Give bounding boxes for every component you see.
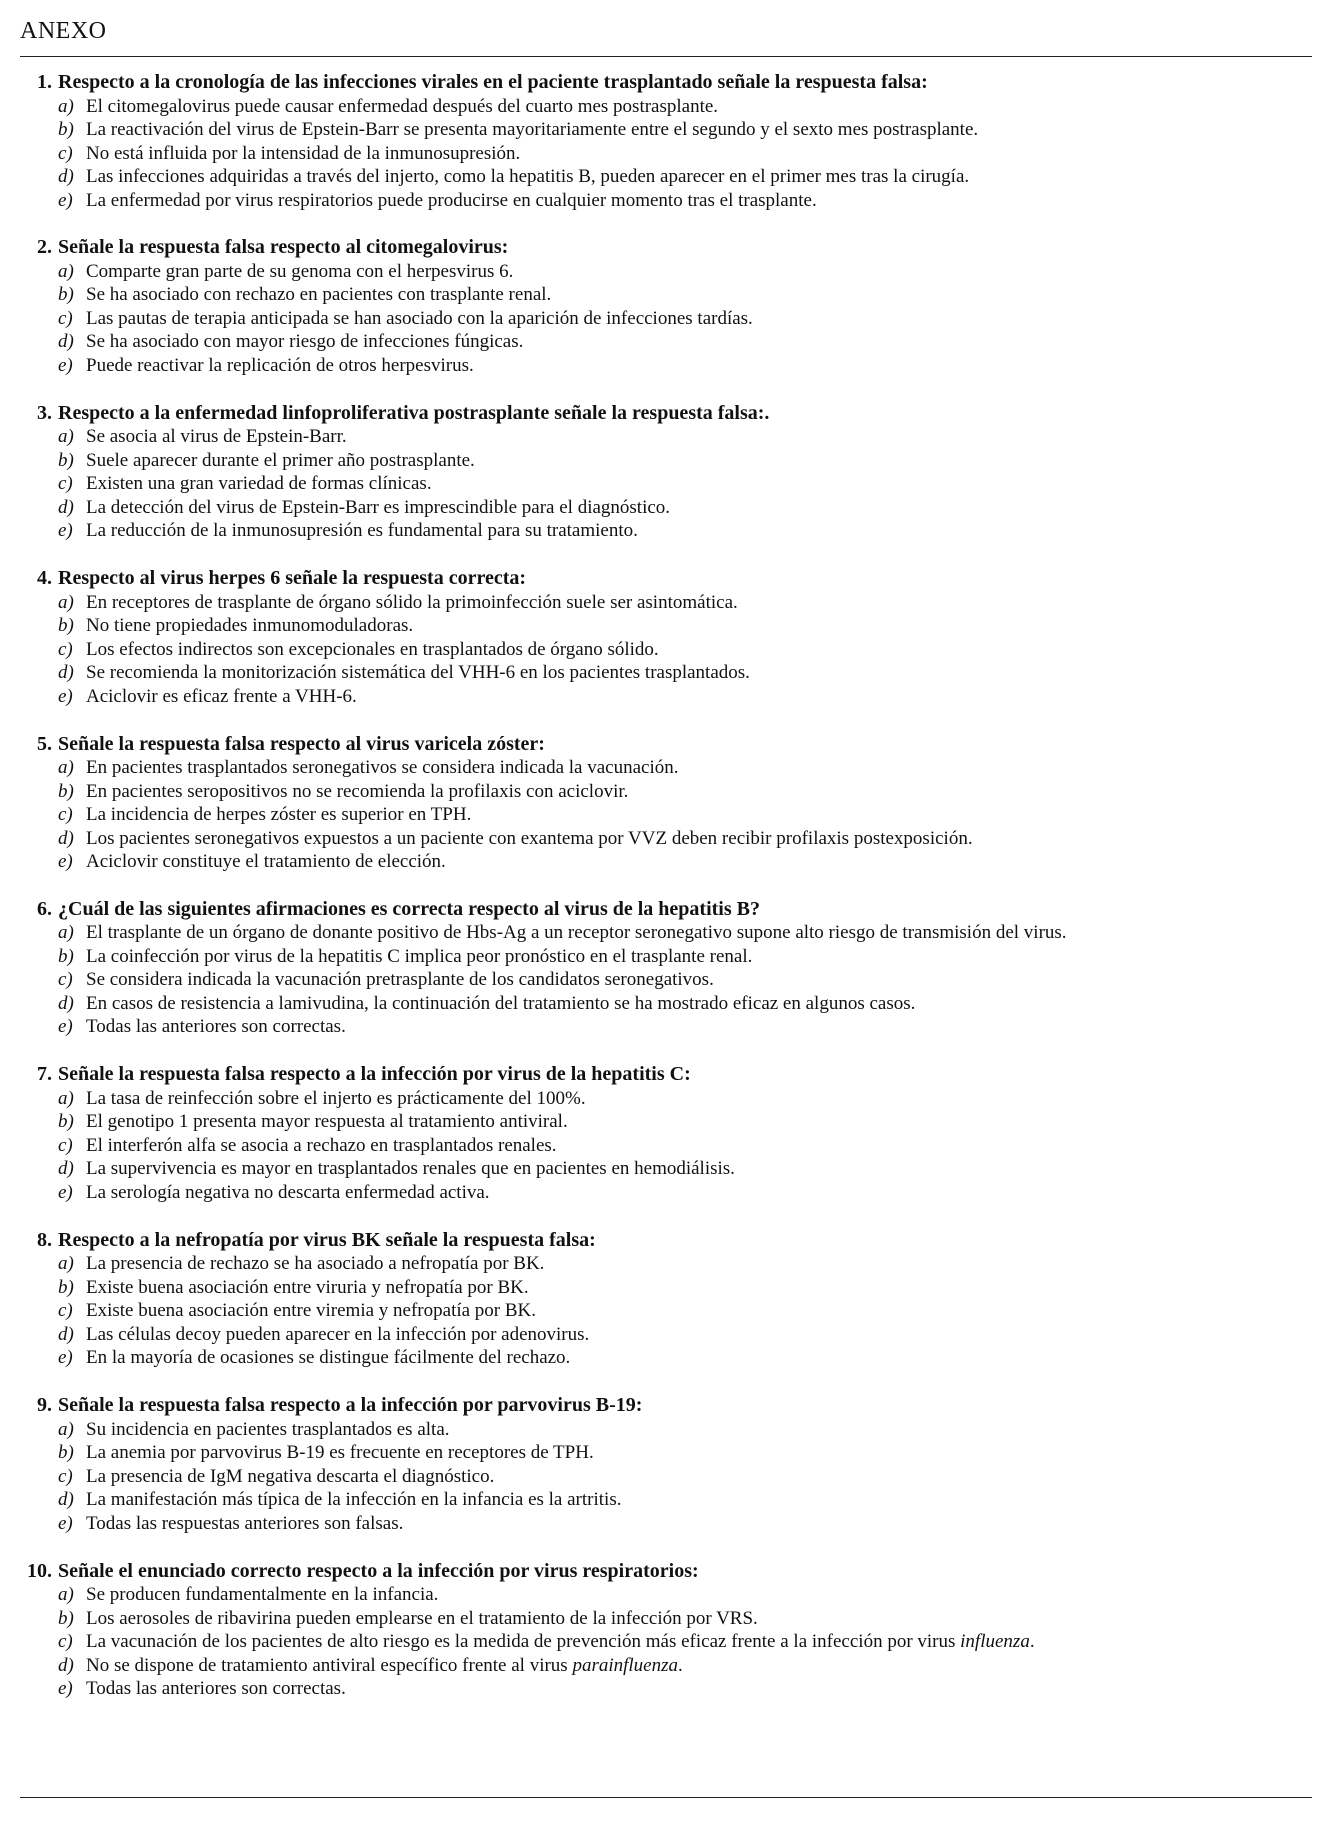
question-title	[18, 1229, 1318, 1253]
option-text-wrap	[86, 519, 1286, 543]
option-letter: d)	[58, 496, 74, 518]
answer-option	[58, 1630, 1318, 1654]
question-item	[18, 898, 1318, 1039]
option-text-wrap	[86, 1630, 1286, 1654]
option-text: El genotipo 1 presenta mayor respuesta al tratamiento antiviral.	[86, 1111, 568, 1133]
option-letter: c)	[58, 969, 73, 991]
option-text-wrap	[86, 1252, 1286, 1276]
option-letter: a)	[58, 591, 74, 613]
answer-option	[58, 354, 1318, 378]
page-header-title: ANEXO	[20, 18, 107, 44]
option-text: El citomegalovirus puede causar enfermedad después del cuarto mes postrasplante.	[86, 95, 719, 117]
option-letter: a)	[58, 1584, 74, 1606]
option-letter: c)	[58, 638, 73, 660]
option-letter: a)	[58, 1418, 74, 1440]
answer-option	[58, 496, 1318, 520]
option-text: Existe buena asociación entre viruria y nefropatía por BK.	[86, 1276, 529, 1298]
option-letter: d)	[58, 166, 74, 187]
option-text: La tasa de reinfección sobre el injerto es prácticamente del 100%.	[86, 1087, 586, 1109]
option-letter: e)	[58, 851, 73, 873]
answer-option	[58, 614, 1318, 638]
option-text: En casos de resistencia a lamivudina, la continuación del tratamiento se ha mostrado eficaz en algunos casos.	[86, 992, 916, 1014]
question-title	[18, 1063, 1318, 1087]
option-text: No tiene propiedades inmunomoduladoras.	[86, 615, 414, 637]
option-text-wrap	[86, 850, 1286, 874]
option-text: Se ha asociado con mayor riesgo de infecciones fúngicas.	[86, 331, 524, 353]
option-text-wrap	[86, 992, 1286, 1016]
option-letter: d)	[58, 1158, 74, 1180]
question-text: Señale la respuesta falsa respecto a la infección por parvovirus B-19:	[58, 1394, 643, 1417]
option-text-wrap	[86, 756, 1286, 780]
option-text-wrap	[86, 780, 1286, 804]
option-text-wrap	[86, 1512, 1286, 1536]
question-number: 10.	[27, 1559, 52, 1582]
option-text-wrap	[86, 330, 1286, 354]
option-text-wrap	[86, 1134, 1286, 1158]
question-number: 9.	[37, 1394, 52, 1417]
option-letter: c)	[58, 804, 73, 826]
option-letter: b)	[58, 615, 74, 637]
option-italic-term: influenza	[960, 1631, 1030, 1653]
option-text: Los aerosoles de ribavirina pueden emplearse en el tratamiento de la infección por VRS.	[86, 1607, 758, 1629]
answer-option	[58, 1441, 1318, 1465]
option-text: Las pautas de terapia anticipada se han asociado con la aparición de infecciones tardías.	[86, 307, 753, 329]
option-text-wrap	[86, 449, 1286, 473]
option-text: En pacientes seropositivos no se recomienda la profilaxis con aciclovir.	[86, 780, 629, 802]
answer-option	[58, 685, 1318, 709]
option-text-wrap	[86, 1323, 1286, 1347]
option-letter: a)	[58, 1087, 74, 1109]
option-letter: e)	[58, 354, 73, 376]
answer-option	[58, 330, 1318, 354]
option-text: La presencia de rechazo se ha asociado a nefropatía por BK.	[86, 1253, 545, 1275]
option-letter: e)	[58, 1678, 73, 1700]
answer-option	[58, 850, 1318, 874]
option-letter: d)	[58, 662, 74, 684]
answer-option	[58, 1677, 1318, 1701]
option-text: La supervivencia es mayor en trasplantados renales que en pacientes en hemodiálisis.	[86, 1158, 735, 1180]
option-letter: d)	[58, 827, 74, 849]
option-text: Se asocia al virus de Epstein-Barr.	[86, 426, 347, 448]
question-number: 5.	[37, 732, 52, 755]
question-item	[18, 236, 1318, 377]
question-text: Señale la respuesta falsa respecto al virus varicela zóster:	[58, 732, 545, 755]
option-text: Suele aparecer durante el primer año postrasplante.	[86, 449, 475, 471]
option-text-wrap	[86, 1654, 1286, 1678]
answer-option	[58, 591, 1318, 615]
option-text-wrap	[86, 472, 1286, 496]
option-text-wrap	[86, 260, 1286, 284]
question-title	[18, 898, 1318, 922]
option-letter: c)	[58, 1631, 73, 1653]
answer-option	[58, 95, 1318, 119]
question-title	[18, 71, 1318, 95]
answer-option	[58, 1418, 1318, 1442]
answer-options	[18, 591, 1318, 709]
option-text: Se considera indicada la vacunación pretrasplante de los candidatos seronegativos.	[86, 969, 714, 991]
option-letter: c)	[58, 142, 73, 164]
option-letter: c)	[58, 1465, 73, 1487]
option-text: Todas las anteriores son correctas.	[86, 1678, 346, 1700]
option-text: Todas las respuestas anteriores son falsas.	[86, 1512, 404, 1534]
answer-option	[58, 118, 1318, 142]
option-letter: a)	[58, 260, 74, 282]
question-text: ¿Cuál de las siguientes afirmaciones es correcta respecto al virus de la hepatitis B?	[58, 897, 760, 920]
option-text-wrap	[86, 685, 1286, 709]
option-text-wrap	[86, 142, 1286, 166]
option-text-wrap	[86, 968, 1286, 992]
option-letter: e)	[58, 1512, 73, 1534]
question-title	[18, 733, 1318, 757]
option-text-wrap	[86, 1418, 1286, 1442]
option-text: Todas las anteriores son correctas.	[86, 1016, 346, 1038]
option-text: Se recomienda la monitorización sistemática del VHH-6 en los pacientes trasplantados.	[86, 662, 750, 684]
option-letter: c)	[58, 307, 73, 329]
option-letter: e)	[58, 520, 73, 542]
option-letter: b)	[58, 449, 74, 471]
option-text: La serología negativa no descarta enfermedad activa.	[86, 1181, 490, 1203]
answer-option	[58, 1465, 1318, 1489]
answer-option	[58, 519, 1318, 543]
answer-options	[18, 1418, 1318, 1536]
answer-option	[58, 638, 1318, 662]
option-text-suffix: .	[1029, 1631, 1035, 1653]
answer-option	[58, 1346, 1318, 1370]
question-number: 7.	[37, 1063, 52, 1086]
option-text-wrap	[86, 1465, 1286, 1489]
question-title	[18, 236, 1318, 260]
answer-options	[18, 1252, 1318, 1370]
answer-option	[58, 425, 1318, 449]
answer-options	[18, 95, 1318, 213]
answer-option	[58, 1488, 1318, 1512]
option-text: En pacientes trasplantados seronegativos se considera indicada la vacunación.	[86, 757, 679, 779]
option-letter: a)	[58, 95, 74, 117]
answer-option	[58, 1323, 1318, 1347]
answer-option	[58, 780, 1318, 804]
answer-options	[18, 921, 1318, 1039]
question-item	[18, 1560, 1318, 1701]
option-letter: d)	[58, 992, 74, 1014]
option-letter: e)	[58, 189, 73, 211]
option-text-wrap	[86, 614, 1286, 638]
option-text-wrap	[86, 165, 1286, 189]
answer-option	[58, 661, 1318, 685]
footer-divider	[20, 1797, 1312, 1798]
answer-option	[58, 1583, 1318, 1607]
option-text-wrap	[86, 189, 1286, 213]
option-text: En la mayoría de ocasiones se distingue fácilmente del rechazo.	[86, 1347, 571, 1369]
option-letter: e)	[58, 1016, 73, 1038]
question-item	[18, 71, 1318, 212]
option-text: Los efectos indirectos son excepcionales en trasplantados de órgano sólido.	[86, 638, 659, 660]
option-text-wrap	[86, 591, 1286, 615]
answer-option	[58, 1512, 1318, 1536]
option-text: En receptores de trasplante de órgano sólido la primoinfección suele ser asintomática.	[86, 591, 738, 613]
answer-option	[58, 283, 1318, 307]
option-text-wrap	[86, 1087, 1286, 1111]
option-letter: c)	[58, 1300, 73, 1322]
answer-option	[58, 921, 1318, 945]
option-text-wrap	[86, 1110, 1286, 1134]
question-list	[18, 71, 1318, 1725]
answer-option	[58, 1087, 1318, 1111]
option-text: Las células decoy pueden aparecer en la infección por adenovirus.	[86, 1323, 590, 1345]
question-item	[18, 1063, 1318, 1204]
question-text: Respecto a la cronología de las infecciones virales en el paciente trasplantado señale la respuesta falsa:	[58, 71, 928, 93]
question-title	[18, 1560, 1318, 1584]
answer-options	[18, 1583, 1318, 1701]
option-text: La coinfección por virus de la hepatitis C implica peor pronóstico en el trasplante renal.	[86, 945, 753, 967]
option-text: Existe buena asociación entre viremia y nefropatía por BK.	[86, 1300, 537, 1322]
option-text-wrap	[86, 1583, 1286, 1607]
option-letter: a)	[58, 1253, 74, 1275]
question-number: 6.	[37, 897, 52, 920]
option-text-wrap	[86, 1157, 1286, 1181]
option-letter: b)	[58, 1111, 74, 1133]
option-letter: c)	[58, 473, 73, 495]
option-text: Aciclovir es eficaz frente a VHH-6.	[86, 685, 357, 707]
option-text-wrap	[86, 1607, 1286, 1631]
option-text-wrap	[86, 1346, 1286, 1370]
option-letter: a)	[58, 922, 74, 944]
option-letter: a)	[58, 757, 74, 779]
option-text: No está influida por la intensidad de la inmunosupresión.	[86, 142, 521, 164]
option-italic-term: parainfluenza	[572, 1654, 679, 1676]
option-text-wrap	[86, 1299, 1286, 1323]
question-item	[18, 733, 1318, 874]
question-number: 3.	[37, 401, 52, 424]
question-number: 2.	[37, 236, 52, 259]
option-text-wrap	[86, 827, 1286, 851]
option-text: La vacunación de los pacientes de alto riesgo es la medida de prevención más eficaz frente a la infección por virus	[86, 1631, 961, 1653]
header-divider	[20, 56, 1312, 57]
question-text: Respecto a la nefropatía por virus BK señale la respuesta falsa:	[58, 1228, 596, 1251]
answer-option	[58, 189, 1318, 213]
answer-option	[58, 756, 1318, 780]
answer-option	[58, 945, 1318, 969]
answer-options	[18, 425, 1318, 543]
option-text-wrap	[86, 921, 1286, 945]
option-text-wrap	[86, 496, 1286, 520]
question-item	[18, 567, 1318, 708]
option-text: No se dispone de tratamiento antiviral específico frente al virus	[86, 1654, 573, 1676]
option-text: La reducción de la inmunosupresión es fundamental para su tratamiento.	[86, 520, 638, 542]
option-letter: b)	[58, 1442, 74, 1464]
option-text: El interferón alfa se asocia a rechazo en trasplantados renales.	[86, 1134, 557, 1156]
option-text-wrap	[86, 95, 1286, 119]
option-text-wrap	[86, 283, 1286, 307]
option-text-wrap	[86, 1181, 1286, 1205]
answer-option	[58, 992, 1318, 1016]
option-text-wrap	[86, 945, 1286, 969]
option-text: Aciclovir constituye el tratamiento de elección.	[86, 851, 446, 873]
option-text-wrap	[86, 1488, 1286, 1512]
option-text-wrap	[86, 803, 1286, 827]
answer-option	[58, 827, 1318, 851]
option-letter: e)	[58, 685, 73, 707]
option-text: La manifestación más típica de la infección en la infancia es la artritis.	[86, 1489, 622, 1511]
option-text-wrap	[86, 1276, 1286, 1300]
answer-option	[58, 307, 1318, 331]
question-number: 1.	[37, 71, 52, 93]
option-text-wrap	[86, 1677, 1286, 1701]
answer-option	[58, 1157, 1318, 1181]
option-text-wrap	[86, 118, 1286, 142]
option-letter: e)	[58, 1181, 73, 1203]
option-letter: b)	[58, 284, 74, 306]
answer-options	[18, 260, 1318, 378]
option-letter: c)	[58, 1134, 73, 1156]
answer-option	[58, 1654, 1318, 1678]
option-letter: d)	[58, 331, 74, 353]
option-text: La reactivación del virus de Epstein-Barr se presenta mayoritariamente entre el segundo y el sexto mes postrasplante.	[86, 119, 979, 140]
question-item	[18, 402, 1318, 543]
question-text: Señale la respuesta falsa respecto al citomegalovirus:	[58, 236, 509, 259]
answer-option	[58, 260, 1318, 284]
answer-option	[58, 1015, 1318, 1039]
answer-option	[58, 1299, 1318, 1323]
question-number: 8.	[37, 1228, 52, 1251]
answer-option	[58, 472, 1318, 496]
option-text: Puede reactivar la replicación de otros herpesvirus.	[86, 354, 474, 376]
option-letter: d)	[58, 1489, 74, 1511]
answer-option	[58, 142, 1318, 166]
option-text: Su incidencia en pacientes trasplantados es alta.	[86, 1418, 450, 1440]
option-text: Los pacientes seronegativos expuestos a un paciente con exantema por VVZ deben recibir profilaxis postexposición.	[86, 827, 973, 849]
option-text: Se ha asociado con rechazo en pacientes con trasplante renal.	[86, 284, 552, 306]
option-letter: b)	[58, 945, 74, 967]
option-letter: a)	[58, 426, 74, 448]
option-letter: d)	[58, 1654, 74, 1676]
question-text: Respecto al virus herpes 6 señale la respuesta correcta:	[58, 567, 527, 590]
option-letter: b)	[58, 1276, 74, 1298]
question-number: 4.	[37, 567, 52, 590]
question-title	[18, 402, 1318, 426]
option-text-wrap	[86, 425, 1286, 449]
option-letter: b)	[58, 780, 74, 802]
option-text-wrap	[86, 661, 1286, 685]
answer-option	[58, 1181, 1318, 1205]
option-text: La enfermedad por virus respiratorios puede producirse en cualquier momento tras el trasplante.	[86, 189, 817, 211]
question-item	[18, 1229, 1318, 1370]
option-text-wrap	[86, 638, 1286, 662]
question-title	[18, 1394, 1318, 1418]
option-text: El trasplante de un órgano de donante positivo de Hbs-Ag a un receptor seronegativo supone alto riesgo de transmisión del virus.	[86, 922, 1067, 944]
question-title	[18, 567, 1318, 591]
option-text: La anemia por parvovirus B-19 es frecuente en receptores de TPH.	[86, 1442, 594, 1464]
answer-option	[58, 1252, 1318, 1276]
option-text: La incidencia de herpes zóster es superior en TPH.	[86, 804, 472, 826]
option-letter: b)	[58, 119, 74, 140]
answer-options	[18, 1087, 1318, 1205]
answer-option	[58, 165, 1318, 189]
option-letter: b)	[58, 1607, 74, 1629]
question-text: Señale la respuesta falsa respecto a la infección por virus de la hepatitis C:	[58, 1063, 691, 1086]
option-text: La presencia de IgM negativa descarta el diagnóstico.	[86, 1465, 495, 1487]
option-text: La detección del virus de Epstein-Barr es imprescindible para el diagnóstico.	[86, 496, 671, 518]
option-letter: e)	[58, 1347, 73, 1369]
question-text: Respecto a la enfermedad linfoproliferativa postrasplante señale la respuesta falsa:.	[58, 401, 770, 424]
option-text: Comparte gran parte de su genoma con el herpesvirus 6.	[86, 260, 514, 282]
option-text-suffix: .	[678, 1654, 683, 1676]
option-letter: d)	[58, 1323, 74, 1345]
answer-options	[18, 756, 1318, 874]
question-item	[18, 1394, 1318, 1535]
answer-option	[58, 803, 1318, 827]
option-text: Se producen fundamentalmente en la infancia.	[86, 1584, 439, 1606]
option-text: Existen una gran variedad de formas clínicas.	[86, 473, 432, 495]
option-text-wrap	[86, 354, 1286, 378]
answer-option	[58, 449, 1318, 473]
question-text: Señale el enunciado correcto respecto a la infección por virus respiratorios:	[58, 1559, 699, 1582]
option-text-wrap	[86, 307, 1286, 331]
option-text: Las infecciones adquiridas a través del injerto, como la hepatitis B, pueden aparecer en el primer mes tras la cirugía.	[86, 166, 970, 187]
answer-option	[58, 1607, 1318, 1631]
answer-option	[58, 1276, 1318, 1300]
option-text-wrap	[86, 1015, 1286, 1039]
option-text-wrap	[86, 1441, 1286, 1465]
answer-option	[58, 1134, 1318, 1158]
answer-option	[58, 1110, 1318, 1134]
answer-option	[58, 968, 1318, 992]
